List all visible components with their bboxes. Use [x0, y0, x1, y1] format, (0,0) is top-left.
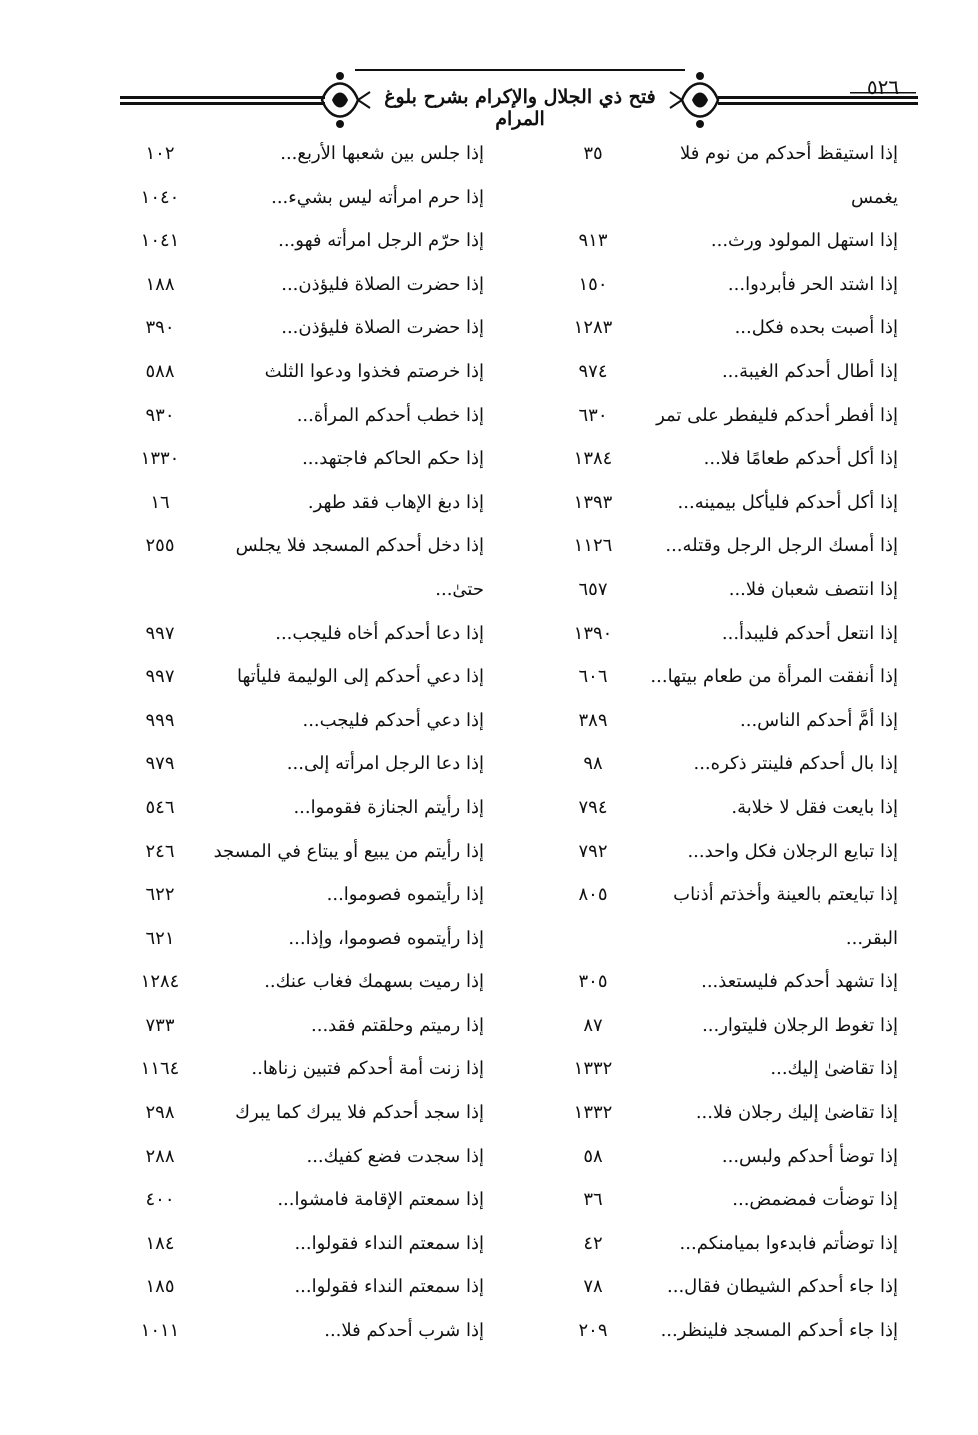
entry-title: إذا توضأتم فابدءوا بميامنكم...	[679, 1232, 898, 1254]
entry-title: إذا توضأت فمضمض...	[732, 1189, 898, 1211]
index-row	[478, 787, 908, 831]
index-row	[478, 351, 908, 395]
index-row	[40, 1223, 484, 1267]
index-row	[478, 307, 908, 351]
entry-number: ٢٤٦	[145, 840, 175, 862]
entry-title: إذا رأيتموه فصوموا، وإذا...	[288, 927, 484, 949]
entry-title: إذا اشتد الحر فأبردوا...	[727, 273, 898, 295]
entry-number: ١٣٣٢	[573, 1058, 613, 1080]
entry-number: ٤٠٠	[145, 1189, 175, 1211]
index-row	[478, 569, 908, 613]
index-row	[40, 133, 484, 177]
entry-title: إذا بال أحدكم فلينتر ذكره...	[693, 753, 898, 775]
entry-number: ١٣٩٣	[573, 491, 613, 513]
entry-number: ٦٣٠	[578, 404, 608, 426]
entry-number: ١٨٨	[145, 273, 175, 295]
index-row	[478, 743, 908, 787]
entry-number: ٣٨٩	[578, 709, 608, 731]
index-row	[478, 874, 908, 918]
index-row	[40, 1136, 484, 1180]
entry-number: ١٢٨٤	[140, 971, 180, 993]
entry-title: إذا دعي أحدكم إلى الوليمة فليأتها	[236, 666, 484, 688]
entry-number: ١٠٤٠	[140, 186, 180, 208]
entry-number: ٩٣٠	[145, 404, 175, 426]
index-row	[40, 787, 484, 831]
entry-title: إذا انتعل أحدكم فليبدأ...	[721, 622, 898, 644]
entry-title: إذا رميتم وحلقتم فقد...	[311, 1014, 484, 1036]
index-row	[478, 220, 908, 264]
index-row	[478, 613, 908, 657]
entry-number: ٦٢٢	[145, 884, 175, 906]
entry-title: إذا أمَّ أحدكم الناس...	[740, 709, 898, 731]
ornament-left-icon	[322, 72, 370, 128]
index-row	[478, 1092, 908, 1136]
entry-title: إذا دعا أحدكم أخاه فليجب...	[275, 622, 484, 644]
book-title: فتح ذي الجلال والإكرام بشرح بلوغ المرام	[384, 86, 656, 130]
entry-number: ١١٦٤	[140, 1058, 180, 1080]
entry-title: إذا دخل أحدكم المسجد فلا يجلس	[235, 535, 484, 557]
index-row	[40, 1310, 484, 1354]
entry-number: ٣٠٥	[578, 971, 608, 993]
index-row	[40, 700, 484, 744]
index-row	[478, 1005, 908, 1049]
entry-number: ٦٠٦	[578, 666, 608, 688]
entry-title: إذا حكم الحاكم فاجتهد...	[302, 448, 484, 470]
entry-number: ٤٢	[583, 1232, 603, 1254]
entry-title: إذا سمعتم النداء فقولوا...	[294, 1232, 484, 1254]
index-row	[40, 613, 484, 657]
entry-title: إذا سجد أحدكم فلا يبرك كما يبرك	[235, 1102, 484, 1124]
entry-title: إذا تغوط الرجلان فليتوار...	[702, 1014, 898, 1036]
index-row	[40, 177, 484, 221]
entry-title: إذا سمعتم النداء فقولوا...	[294, 1276, 484, 1298]
entry-title: إذا رأيتم الجنازة فقوموا...	[293, 796, 484, 818]
entry-title: يغمس	[850, 186, 898, 208]
entry-title: إذا تبايعتم بالعينة وأخذتم أذناب	[673, 884, 898, 906]
entry-number: ١١٢٦	[573, 535, 613, 557]
entry-number: ١٥٠	[578, 273, 608, 295]
index-row	[40, 1266, 484, 1310]
entry-title: إذا أكل أحدكم فليأكل بيمينه...	[677, 491, 898, 513]
entry-title: إذا أمسك الرجل الرجل وقتله...	[665, 535, 898, 557]
index-column-left	[40, 133, 484, 1354]
index-row	[478, 1310, 908, 1354]
entry-number: ١٣٩٠	[573, 622, 613, 644]
entry-number: ٩٩٩	[145, 709, 175, 731]
index-row	[40, 1092, 484, 1136]
entry-title: إذا جلس بين شعبها الأربع...	[280, 143, 484, 164]
index-row	[40, 918, 484, 962]
entry-number: ٦٢١	[145, 927, 175, 949]
entry-title: إذا حضرت الصلاة فليؤذن...	[281, 273, 484, 295]
entry-number: ٩٧٩	[145, 753, 175, 775]
entry-title: حتىٰ...	[435, 578, 484, 600]
entry-title: إذا انتصف شعبان فلا...	[728, 578, 898, 600]
index-row	[40, 1048, 484, 1092]
index-row	[478, 831, 908, 875]
entry-number: ٣٥	[583, 143, 603, 164]
index-row	[40, 264, 484, 308]
index-row	[478, 177, 908, 221]
index-row	[478, 438, 908, 482]
entry-number: ٣٦	[583, 1189, 603, 1211]
entry-title: إذا تقاضىٰ إليك رجلان فلا...	[695, 1102, 898, 1124]
index-column-right	[478, 133, 908, 1354]
entry-number: ١٣٨٤	[573, 448, 613, 470]
page-header	[0, 0, 978, 140]
entry-title: إذا استيقظ أحدكم من نوم فلا	[679, 143, 898, 164]
entry-title: إذا حضرت الصلاة فليؤذن...	[281, 317, 484, 339]
entry-title: إذا أطال أحدكم الغيبة...	[721, 360, 898, 382]
index-row	[40, 351, 484, 395]
index-row	[40, 395, 484, 439]
index-row	[40, 961, 484, 1005]
entry-title: إذا استهل المولود ورث...	[710, 230, 898, 252]
entry-number: ٩٧٤	[578, 360, 608, 382]
index-row	[40, 525, 484, 569]
entry-title: إذا حرّم الرجل امرأته فهو...	[278, 230, 484, 252]
entry-number: ٧٩٤	[578, 796, 608, 818]
entry-title: إذا تقاضىٰ إليك...	[770, 1058, 898, 1080]
index-row	[40, 438, 484, 482]
entry-title: إذا دبغ الإهاب فقد طهر.	[307, 491, 484, 513]
entry-number: ٦٥٧	[578, 578, 608, 600]
entry-number: ٣٩٠	[145, 317, 175, 339]
entry-number: ٩٩٧	[145, 666, 175, 688]
index-row	[478, 961, 908, 1005]
index-row	[478, 525, 908, 569]
entry-number: ٩٨	[583, 753, 603, 775]
entry-number: ٩١٣	[578, 230, 608, 252]
index-row	[478, 482, 908, 526]
ornament-right-icon	[670, 72, 718, 128]
entry-title: إذا رأيتم من يبيع أو يبتاع في المسجد	[213, 840, 484, 862]
entry-number: ١٨٤	[145, 1232, 175, 1254]
index-row	[478, 700, 908, 744]
entry-title: إذا أصبت بحده فكل...	[734, 317, 898, 339]
entry-title: إذا توضأ أحدكم ولبس...	[721, 1145, 898, 1167]
entry-title: إذا رميت بسهمك فغاب عنك..	[264, 971, 484, 993]
entry-title: البقر...	[845, 927, 898, 949]
entry-title: إذا شرب أحدكم فلا...	[324, 1320, 484, 1342]
index-row	[478, 1048, 908, 1092]
index-row	[40, 569, 484, 613]
entry-number: ١٠٢	[145, 143, 175, 164]
index-row	[40, 220, 484, 264]
entry-number: ١٨٥	[145, 1276, 175, 1298]
index-row	[478, 1179, 908, 1223]
entry-number: ٧٣٣	[145, 1014, 175, 1036]
index-row	[40, 831, 484, 875]
index-row	[478, 395, 908, 439]
entry-number: ١٢٨٣	[573, 317, 613, 339]
entry-title: إذا تبايع الرجلان فكل واحد...	[687, 840, 898, 862]
entry-number: ٥٨	[583, 1145, 603, 1167]
entry-number: ١٠١١	[140, 1320, 180, 1342]
entry-number: ١٣٣٢	[573, 1102, 613, 1124]
index-row	[478, 656, 908, 700]
entry-title: إذا حرم امرأته ليس بشيء...	[271, 186, 484, 208]
entry-number: ٧٨	[583, 1276, 603, 1298]
entry-number: ٨٧	[583, 1014, 603, 1036]
entry-number: ٢٩٨	[145, 1102, 175, 1124]
index-row	[478, 264, 908, 308]
entry-title: إذا أفطر أحدكم فليفطر على تمر	[656, 404, 898, 426]
index-row	[40, 1005, 484, 1049]
index-row	[40, 874, 484, 918]
index-row	[40, 656, 484, 700]
entry-title: إذا أكل أحدكم طعامًا فلا...	[703, 448, 898, 470]
entry-number: ١٣٣٠	[140, 448, 180, 470]
entry-number: ١٠٤١	[140, 230, 180, 252]
entry-title: إذا جاء أحدكم المسجد فلينظر...	[660, 1320, 898, 1342]
entry-title: إذا تشهد أحدكم فليستعذ...	[701, 971, 898, 993]
entry-title: إذا زنت أمة أحدكم فتبين زناها..	[251, 1058, 484, 1080]
entry-title: إذا جاء أحدكم الشيطان فقال...	[667, 1276, 898, 1298]
index-row	[478, 1266, 908, 1310]
index-row	[478, 1136, 908, 1180]
index-row	[40, 743, 484, 787]
entry-title: إذا بايعت فقل لا خلابة.	[731, 796, 898, 818]
entry-number: ٧٩٢	[578, 840, 608, 862]
entry-number: ٢٨٨	[145, 1145, 175, 1167]
entry-title: إذا سجدت فضع كفيك...	[306, 1145, 484, 1167]
entry-title: إذا دعا الرجل امرأته إلى...	[286, 753, 484, 775]
index-row	[478, 918, 908, 962]
entry-number: ٨٠٥	[578, 884, 608, 906]
entry-title: إذا خطب أحدكم المرأة...	[296, 404, 484, 426]
index-row	[478, 133, 908, 177]
entry-title: إذا أنفقت المرأة من طعام بيتها...	[650, 666, 898, 688]
index-row	[40, 307, 484, 351]
entry-title: إذا رأيتموه فصوموا...	[326, 884, 484, 906]
entry-number: ٥٤٦	[145, 796, 175, 818]
entry-title: إذا خرصتم فخذوا ودعوا الثلث	[264, 360, 484, 382]
entry-number: ٢٥٥	[145, 535, 175, 557]
index-row	[40, 482, 484, 526]
entry-number: ٥٨٨	[145, 360, 175, 382]
entry-number: ١٦	[150, 491, 170, 513]
entry-title: إذا دعي أحدكم فليجب...	[302, 709, 484, 731]
entry-number: ٢٠٩	[578, 1320, 608, 1342]
index-row	[40, 1179, 484, 1223]
entry-number: ٩٩٧	[145, 622, 175, 644]
index-row	[478, 1223, 908, 1267]
entry-title: إذا سمعتم الإقامة فامشوا...	[277, 1189, 484, 1211]
page-number: ٥٢٦	[866, 75, 900, 99]
